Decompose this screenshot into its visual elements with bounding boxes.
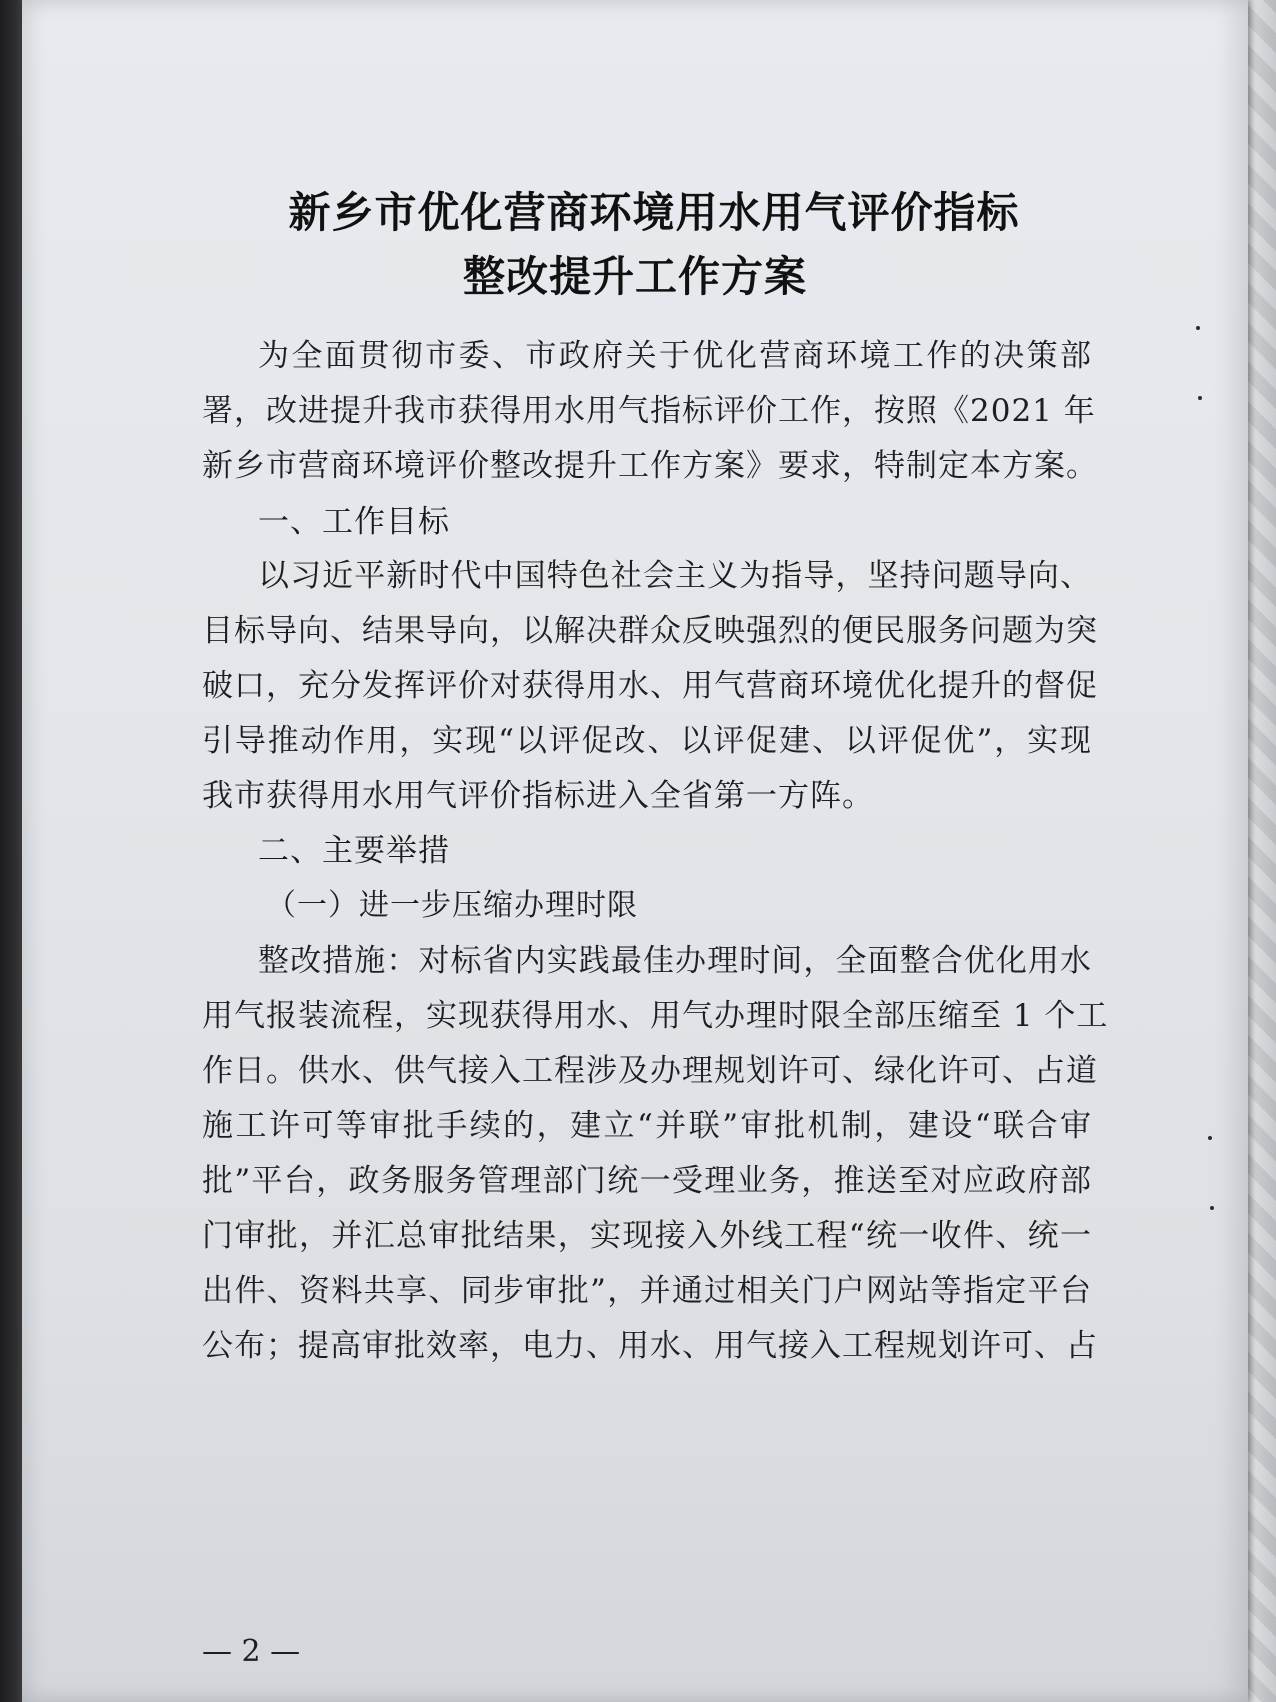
intro-line-2: 署，改进提升我市获得用水用气指标评价工作，按照《2021 年 [202,393,1096,429]
section1-line-2: 目标导向、结果导向，以解决群众反映强烈的便民服务问题为突 [202,613,1098,649]
subsection1-line-2: 用气报装流程，实现获得用水、用气办理时限全部压缩至 1 个工 [202,998,1109,1034]
section1-line-4: 引导推动作用，实现“以评促改、以评促建、以评促优”，实现 [202,723,1092,759]
intro-line-1: 为全面贯彻市委、市政府关于优化营商环境工作的决策部 [258,338,1092,374]
subsection1-line-6: 门审批，并汇总审批结果，实现接入外线工程“统一收件、统一 [202,1218,1092,1254]
paper-speck [1196,326,1200,330]
subsection1-line-3: 作日。供水、供气接入工程涉及办理规划许可、绿化许可、占道 [202,1053,1098,1089]
paper-speck [1210,1206,1214,1210]
section1-line-1: 以习近平新时代中国特色社会主义为指导，坚持问题导向、 [258,558,1092,594]
subsection1-line-8: 公布；提高审批效率，电力、用水、用气接入工程规划许可、占 [202,1328,1098,1364]
page-number: — 2 — [202,1634,301,1669]
section1-line-5: 我市获得用水用气评价指标进入全省第一方阵。 [202,778,874,814]
section2-heading: 二、主要举措 [258,833,450,869]
document-page [22,0,1248,1702]
subsection1-heading: （一）进一步压缩办理时限 [266,888,638,923]
intro-line-3: 新乡市营商环境评价整改提升工作方案》要求，特制定本方案。 [202,448,1098,484]
subsection1-line-5: 批”平台，政务服务管理部门统一受理业务，推送至对应政府部 [202,1163,1092,1199]
subsection1-line-1: 整改措施：对标省内实践最佳办理时间，全面整合优化用水 [258,943,1092,979]
subsection1-line-7: 出件、资料共享、同步审批”，并通过相关门户网站等指定平台 [202,1273,1092,1309]
section1-heading: 一、工作目标 [258,504,450,540]
document-title-line2: 整改提升工作方案 [462,252,807,301]
document-title-line1: 新乡市优化营商环境用水用气评价指标 [288,188,1020,237]
section1-line-3: 破口，充分发挥评价对获得用水、用气营商环境优化提升的督促 [202,668,1098,704]
paper-speck [1198,396,1202,400]
subsection1-line-4: 施工许可等审批手续的，建立“并联”审批机制，建设“联合审 [202,1108,1092,1144]
paper-speck [1208,1136,1212,1140]
